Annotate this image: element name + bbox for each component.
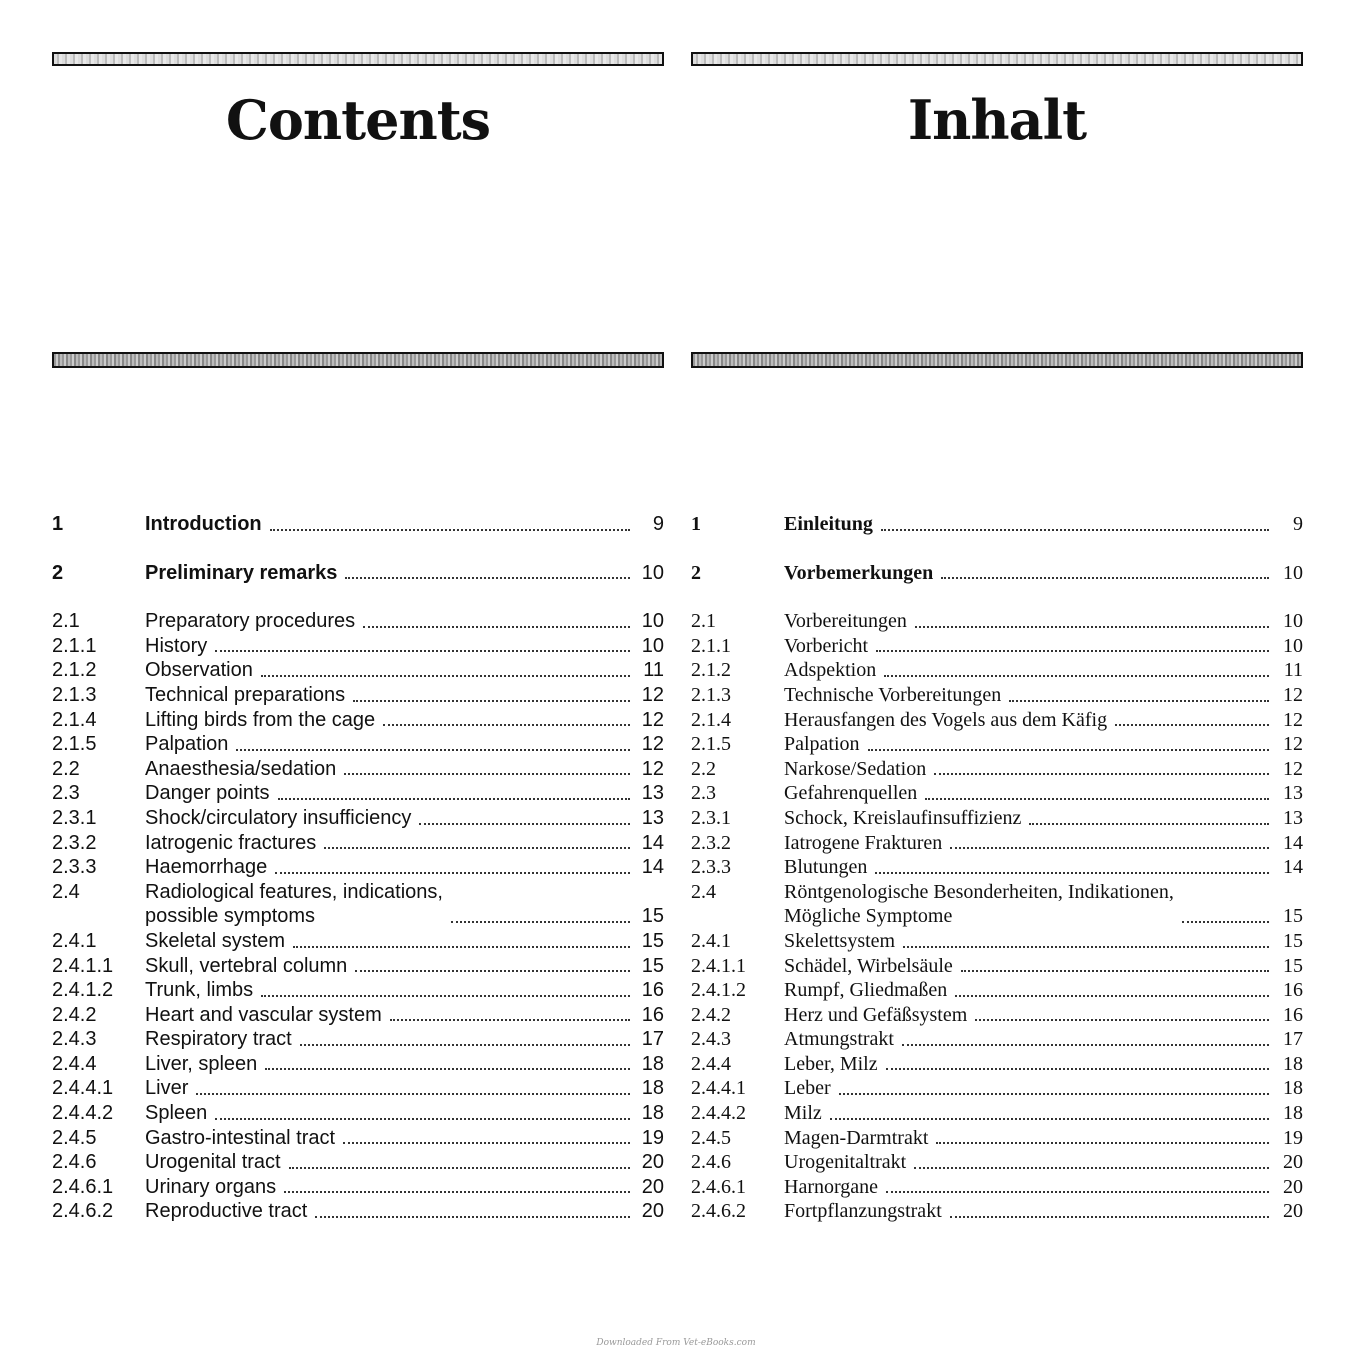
toc-entry-number: 2.4.2 [52, 1003, 97, 1026]
toc-entry [52, 806, 664, 831]
toc-entry-page: 12 [641, 708, 664, 731]
toc-leader-dots [884, 675, 1269, 677]
toc-entry-page: 12 [641, 683, 664, 706]
toc-entry-page: 13 [1283, 782, 1303, 805]
toc-entry-title: Milz [784, 1102, 822, 1125]
toc-entry-number: 2.2 [52, 757, 80, 780]
toc-entry [52, 634, 664, 659]
toc-entry-number: 2.4.4.1 [691, 1077, 746, 1100]
toc-entry-page: 12 [641, 733, 664, 756]
toc-entry-title: Blutungen [784, 856, 868, 879]
toc-entry-title: Fortpflanzungstrakt [784, 1200, 942, 1223]
toc-leader-dots [886, 1191, 1269, 1193]
toc-entry [691, 732, 1303, 757]
toc-entry [52, 1150, 664, 1175]
toc-leader-dots [275, 872, 630, 874]
toc-entry-page: 15 [1283, 954, 1303, 977]
toc-entry [52, 658, 664, 683]
toc-entry-number: 2.4.1.1 [691, 954, 746, 977]
toc-entry-page: 20 [641, 1151, 664, 1174]
toc-leader-dots [284, 1191, 630, 1193]
toc-entry-number: 2.4.1.1 [52, 954, 114, 977]
toc-entry-number: 2.4.6.2 [52, 1200, 114, 1223]
toc-entry-number: 2.1.2 [691, 659, 731, 682]
toc-leader-dots [215, 1118, 630, 1120]
toc-entry [691, 1150, 1303, 1175]
toc-entry [691, 512, 1303, 537]
decorative-bar-top [691, 52, 1303, 66]
toc-entry-title: Gastro-intestinal tract [145, 1126, 336, 1149]
toc-entry-number: 2.3.1 [52, 806, 97, 829]
toc-entry-title: Preparatory procedures [145, 610, 356, 633]
toc-entry-page: 15 [1283, 929, 1303, 952]
toc-entry-number: 2.1 [691, 610, 716, 633]
toc-entry-page: 18 [1283, 1052, 1303, 1075]
toc-list-english [52, 512, 664, 1224]
toc-entry [691, 1175, 1303, 1200]
toc-entry-page: 10 [1283, 561, 1303, 584]
toc-entry-page: 9 [1293, 513, 1303, 535]
decorative-bar-middle [52, 352, 664, 368]
toc-leader-dots [961, 970, 1269, 972]
toc-leader-dots [390, 1019, 630, 1021]
toc-entry [52, 1126, 664, 1151]
toc-leader-dots [1009, 700, 1269, 702]
toc-entry-page: 13 [1283, 806, 1303, 829]
toc-entry-page: 12 [1283, 757, 1303, 780]
toc-entry-page: 16 [1283, 979, 1303, 1002]
toc-entry-number: 2.3 [52, 782, 80, 805]
toc-entry-page: 11 [1283, 659, 1303, 682]
toc-entry-number: 2.4.1 [691, 929, 731, 952]
toc-entry [691, 1052, 1303, 1077]
toc-entry-number: 2.3.3 [52, 856, 97, 879]
toc-entry-title: Introduction [145, 513, 262, 535]
toc-entry-page: 10 [1283, 610, 1303, 633]
toc-entry-page: 18 [641, 1052, 664, 1075]
toc-entry-page: 14 [1283, 831, 1303, 854]
toc-entry-title: Spleen [145, 1102, 208, 1125]
toc-entry-page: 18 [641, 1077, 664, 1100]
toc-entry-title: Leber [784, 1077, 831, 1100]
toc-entry-title: Skeletal system [145, 929, 286, 952]
toc-entry-title: Respiratory tract [145, 1028, 292, 1051]
toc-entry-title: Schock, Kreislaufinsuffizienz [784, 806, 1022, 829]
toc-leader-dots [955, 995, 1269, 997]
toc-leader-dots [451, 921, 630, 923]
toc-entry [691, 1027, 1303, 1052]
toc-entry-number: 2.3.3 [691, 856, 731, 879]
toc-entry-number: 2.4.5 [52, 1126, 97, 1149]
toc-leader-dots [261, 995, 630, 997]
toc-entry [52, 880, 664, 929]
toc-entry-page: 15 [641, 929, 664, 952]
contents-column-german [691, 0, 1303, 1359]
toc-entry-page: 16 [641, 1003, 664, 1026]
toc-entry-page: 12 [641, 757, 664, 780]
toc-entry [691, 708, 1303, 733]
toc-leader-dots [950, 847, 1269, 849]
toc-entry-title: Lifting birds from the cage [145, 708, 376, 731]
toc-entry-title: Einleitung [784, 513, 873, 535]
toc-leader-dots [975, 1019, 1269, 1021]
toc-entry [52, 683, 664, 708]
toc-entry [691, 561, 1303, 586]
toc-leader-dots [315, 1216, 630, 1218]
toc-entry-number: 2.4 [52, 880, 80, 903]
toc-entry-page: 18 [641, 1102, 664, 1125]
toc-entry-title: History [145, 634, 208, 657]
toc-entry [52, 929, 664, 954]
toc-entry [52, 757, 664, 782]
toc-entry-title: Haemorrhage [145, 856, 268, 879]
toc-entry-number: 2.4.3 [691, 1028, 731, 1051]
toc-entry [52, 1003, 664, 1028]
toc-entry-title: Heart and vascular system [145, 1003, 382, 1026]
toc-entry [691, 1126, 1303, 1151]
toc-entry [52, 561, 664, 586]
toc-entry-title: Liver, spleen [145, 1052, 258, 1075]
toc-entry-number: 2.1 [52, 610, 80, 633]
toc-entry [52, 609, 664, 634]
toc-entry-number: 2.4.4 [691, 1052, 731, 1075]
toc-entry-number: 1 [52, 513, 64, 535]
toc-entry-page: 19 [641, 1126, 664, 1149]
toc-entry-number: 2.1.1 [52, 634, 97, 657]
toc-entry-number: 2.4.3 [52, 1028, 97, 1051]
toc-entry-number: 2.4.1 [52, 929, 97, 952]
toc-entry-page: 12 [1283, 683, 1303, 706]
toc-leader-dots [236, 749, 630, 751]
page-title: Contents [225, 88, 491, 152]
toc-entry-title: Skull, vertebral column [145, 954, 348, 977]
toc-entry [52, 781, 664, 806]
toc-entry [52, 708, 664, 733]
toc-entry-page: 14 [641, 856, 664, 879]
toc-entry-page: 15 [1283, 905, 1303, 928]
toc-leader-dots [293, 946, 630, 948]
toc-entry-title: Narkose/Sedation [784, 757, 927, 780]
toc-entry-page: 19 [1283, 1126, 1303, 1149]
toc-entry [691, 781, 1303, 806]
toc-entry-number: 2.4.6.2 [691, 1200, 746, 1223]
toc-entry-page: 17 [1283, 1028, 1303, 1051]
toc-entry-title: Vorbericht [784, 634, 869, 657]
toc-entry-title: Liver [145, 1077, 189, 1100]
toc-entry-number: 2.3 [691, 782, 716, 805]
toc-leader-dots [261, 675, 630, 677]
toc-leader-dots [270, 529, 630, 531]
contents-column-english [52, 0, 664, 1359]
toc-entry-title: Urogenitaltrakt [784, 1151, 907, 1174]
toc-entry [52, 1076, 664, 1101]
toc-leader-dots [419, 823, 630, 825]
toc-entry [52, 831, 664, 856]
toc-entry-number: 1 [691, 513, 701, 535]
toc-leader-dots [1115, 724, 1269, 726]
toc-leader-dots [343, 1142, 630, 1144]
toc-leader-dots [868, 749, 1269, 751]
toc-entry-title: Technical preparations [145, 683, 346, 706]
toc-entry [691, 806, 1303, 831]
toc-entry-page: 13 [641, 782, 664, 805]
toc-entry [691, 683, 1303, 708]
toc-entry-number: 2 [691, 561, 701, 584]
toc-entry [691, 1199, 1303, 1224]
toc-entry-page: 18 [1283, 1077, 1303, 1100]
toc-entry-title: Iatrogenic fractures [145, 831, 317, 854]
toc-leader-dots [300, 1044, 630, 1046]
toc-entry [691, 757, 1303, 782]
toc-entry [691, 954, 1303, 979]
toc-entry-page: 20 [1283, 1175, 1303, 1198]
toc-entry [691, 1003, 1303, 1028]
toc-entry-title: Shock/circulatory insufficiency [145, 806, 412, 829]
toc-entry [52, 954, 664, 979]
toc-leader-dots [941, 577, 1269, 579]
toc-entry-page: 16 [641, 979, 664, 1002]
toc-leader-dots [324, 847, 630, 849]
toc-entry-page: 12 [1283, 708, 1303, 731]
toc-leader-dots [355, 970, 630, 972]
toc-leader-dots [876, 650, 1269, 652]
toc-leader-dots [265, 1068, 630, 1070]
toc-entry-number: 2.4.6.1 [52, 1175, 114, 1198]
toc-leader-dots [839, 1093, 1269, 1095]
toc-entry-number: 2.1.3 [52, 683, 97, 706]
toc-entry-page: 11 [643, 659, 664, 682]
toc-entry-page: 16 [1283, 1003, 1303, 1026]
toc-entry [52, 978, 664, 1003]
toc-entry-number: 2.4.4.2 [691, 1102, 746, 1125]
toc-entry-title: Vorbemerkungen [784, 561, 934, 584]
toc-leader-dots [934, 773, 1269, 775]
decorative-bar-middle [691, 352, 1303, 368]
watermark-footer: Downloaded From Vet-eBooks.com [596, 1338, 756, 1348]
toc-entry-title: Adspektion [784, 659, 877, 682]
toc-entry-page: 15 [641, 954, 664, 977]
toc-entry-title: Trunk, limbs [145, 979, 254, 1002]
toc-leader-dots [215, 650, 630, 652]
toc-entry-number: 2 [52, 561, 64, 584]
toc-entry-title: Rumpf, Gliedmaßen [784, 979, 948, 1002]
toc-entry-title: Urogenital tract [145, 1151, 281, 1174]
toc-leader-dots [902, 1044, 1269, 1046]
toc-entry [691, 658, 1303, 683]
toc-entry-number: 2.4.4.1 [52, 1077, 114, 1100]
toc-entry-number: 2.4 [691, 880, 716, 903]
toc-entry-title: Technische Vorbereitungen [784, 683, 1002, 706]
toc-entry-number: 2.4.1.2 [691, 979, 746, 1002]
toc-entry-page: 12 [1283, 733, 1303, 756]
toc-entry [52, 855, 664, 880]
toc-entry-page: 15 [641, 905, 664, 928]
toc-leader-dots [903, 946, 1269, 948]
toc-entry-page: 20 [641, 1200, 664, 1223]
toc-entry-page: 14 [1283, 856, 1303, 879]
toc-entry-number: 2.1.2 [52, 659, 97, 682]
toc-leader-dots [936, 1142, 1269, 1144]
toc-entry-page: 20 [1283, 1151, 1303, 1174]
toc-entry-title: Atmungstrakt [784, 1028, 894, 1051]
page-title: Inhalt [907, 88, 1087, 152]
toc-entry-title: Herz und Gefäßsystem [784, 1003, 968, 1026]
toc-entry-number: 2.4.6 [52, 1151, 97, 1174]
toc-entry-number: 2.4.1.2 [52, 979, 114, 1002]
toc-entry-title: Palpation [145, 733, 229, 756]
toc-entry-title: Preliminary remarks [145, 561, 338, 584]
toc-entry-number: 2.3.2 [52, 831, 97, 854]
toc-entry-title: Urinary organs [145, 1175, 277, 1198]
toc-entry [691, 1101, 1303, 1126]
toc-entry-title: Observation [145, 659, 253, 682]
toc-leader-dots [875, 872, 1269, 874]
toc-entry-title: Radiological features, indications, [145, 880, 443, 903]
toc-entry-number: 2.1.5 [691, 733, 731, 756]
toc-entry [691, 978, 1303, 1003]
toc-entry-page: 14 [641, 831, 664, 854]
toc-leader-dots [345, 577, 630, 579]
toc-entry-page: 10 [641, 634, 664, 657]
toc-entry-page: 13 [641, 806, 664, 829]
toc-entry-page: 10 [641, 610, 664, 633]
toc-entry-number: 2.3.2 [691, 831, 731, 854]
toc-entry [691, 1076, 1303, 1101]
toc-entry-number: 2.1.5 [52, 733, 97, 756]
toc-entry-title: Vorbereitungen [784, 610, 907, 633]
toc-entry-title-continued: possible symptoms [145, 905, 316, 928]
toc-entry [52, 732, 664, 757]
toc-entry-page: 17 [641, 1028, 664, 1051]
toc-leader-dots [363, 626, 630, 628]
toc-leader-dots [886, 1068, 1269, 1070]
toc-entry-number: 2.1.3 [691, 683, 731, 706]
toc-entry-page: 20 [641, 1175, 664, 1198]
toc-entry-title: Röntgenologische Besonderheiten, Indikationen, [784, 880, 1174, 903]
toc-entry-title: Danger points [145, 782, 270, 805]
toc-entry [52, 1027, 664, 1052]
toc-entry [52, 1101, 664, 1126]
toc-entry [691, 831, 1303, 856]
toc-entry-number: 2.4.4 [52, 1052, 97, 1075]
toc-leader-dots [278, 798, 630, 800]
toc-entry-title: Magen-Darmtrakt [784, 1126, 929, 1149]
toc-entry [691, 855, 1303, 880]
toc-entry-number: 2.4.6.1 [691, 1175, 746, 1198]
toc-entry-title: Schädel, Wirbelsäule [784, 954, 953, 977]
toc-leader-dots [1182, 921, 1269, 923]
toc-entry-number: 2.2 [691, 757, 716, 780]
toc-entry-page: 10 [1283, 634, 1303, 657]
toc-entry-number: 2.3.1 [691, 806, 731, 829]
toc-leader-dots [925, 798, 1269, 800]
toc-entry-title: Iatrogene Frakturen [784, 831, 943, 854]
toc-entry-title: Leber, Milz [784, 1052, 878, 1075]
toc-entry [52, 512, 664, 537]
toc-leader-dots [1029, 823, 1269, 825]
toc-leader-dots [914, 1167, 1269, 1169]
toc-entry [52, 1175, 664, 1200]
toc-leader-dots [353, 700, 630, 702]
toc-leader-dots [383, 724, 630, 726]
toc-leader-dots [950, 1216, 1269, 1218]
toc-leader-dots [881, 529, 1269, 531]
toc-entry-page: 10 [641, 561, 664, 584]
toc-entry-title: Skelettsystem [784, 929, 896, 952]
toc-entry-number: 2.4.4.2 [52, 1102, 114, 1125]
toc-entry-title: Reproductive tract [145, 1200, 308, 1223]
toc-entry [691, 880, 1303, 929]
toc-entry [691, 634, 1303, 659]
toc-entry-title: Harnorgane [784, 1175, 879, 1198]
toc-leader-dots [289, 1167, 630, 1169]
toc-entry-title: Gefahrenquellen [784, 782, 918, 805]
toc-leader-dots [344, 773, 630, 775]
toc-list-german [691, 512, 1303, 1224]
toc-entry-title: Anaesthesia/sedation [145, 757, 337, 780]
toc-entry-number: 2.4.5 [691, 1126, 731, 1149]
toc-entry [52, 1199, 664, 1224]
toc-leader-dots [196, 1093, 630, 1095]
toc-leader-dots [915, 626, 1269, 628]
toc-entry [691, 609, 1303, 634]
toc-entry [52, 1052, 664, 1077]
toc-entry-title: Palpation [784, 733, 860, 756]
toc-entry-number: 2.4.6 [691, 1151, 731, 1174]
toc-leader-dots [830, 1118, 1269, 1120]
toc-entry-number: 2.1.4 [52, 708, 97, 731]
toc-entry-title-continued: Mögliche Symptome [784, 905, 953, 928]
toc-entry-number: 2.1.4 [691, 708, 731, 731]
toc-entry-page: 20 [1283, 1200, 1303, 1223]
toc-entry [691, 929, 1303, 954]
toc-entry-page: 18 [1283, 1102, 1303, 1125]
toc-entry-page: 9 [652, 513, 664, 535]
toc-entry-number: 2.4.2 [691, 1003, 731, 1026]
decorative-bar-top [52, 52, 664, 66]
toc-entry-number: 2.1.1 [691, 634, 731, 657]
toc-entry-title: Herausfangen des Vogels aus dem Käfig [784, 708, 1108, 731]
